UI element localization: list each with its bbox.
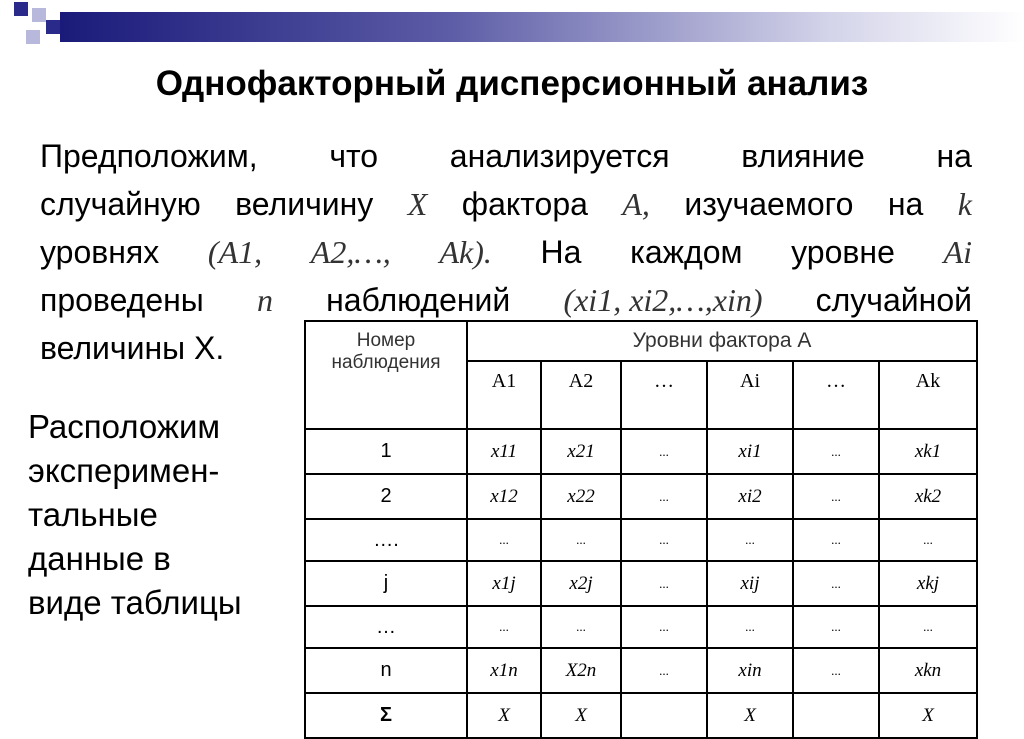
side-note-line: Расположим xyxy=(28,408,221,445)
table-cell: xij xyxy=(707,561,793,606)
header-observation-number: Номер наблюдения xyxy=(305,321,467,429)
table-cell: x1j xyxy=(467,561,541,606)
level-col-header: Ai xyxy=(707,361,793,429)
table-cell: xkn xyxy=(879,648,977,693)
table-cell: x1n xyxy=(467,648,541,693)
decor-square xyxy=(26,30,40,44)
variable-x: X xyxy=(407,186,428,222)
table-cell: ... xyxy=(541,519,621,561)
paragraph-line xyxy=(40,132,972,180)
table-row xyxy=(305,606,977,648)
side-note-line: виде таблицы xyxy=(28,584,242,621)
formula: Ak). xyxy=(439,234,492,270)
table-cell: xi1 xyxy=(707,429,793,474)
word: каждом xyxy=(630,234,743,270)
table-cell: ... xyxy=(793,519,879,561)
word: случайной xyxy=(815,282,972,318)
side-note-line: тальные xyxy=(28,496,158,533)
table-cell: ... xyxy=(793,561,879,606)
table-cell: ... xyxy=(467,519,541,561)
table-cell: ... xyxy=(707,519,793,561)
formula: (xi1, xi2,…,xin) xyxy=(563,282,763,318)
row-label: 2 xyxy=(305,474,467,519)
table-cell: xk1 xyxy=(879,429,977,474)
table-cell: ... xyxy=(621,519,707,561)
header-factor-levels: Уровни фактора А xyxy=(467,321,977,361)
table-cell xyxy=(793,693,879,738)
table-cell: ... xyxy=(793,606,879,648)
row-label: … xyxy=(305,606,467,648)
slide-title: Однофакторный дисперсионный анализ xyxy=(155,64,869,103)
side-note-line: эксперимен- xyxy=(28,452,220,489)
row-label: 1 xyxy=(305,429,467,474)
table-row xyxy=(305,474,977,519)
paragraph-line xyxy=(40,228,972,276)
side-note-line: данные в xyxy=(28,540,171,577)
observation-table xyxy=(304,320,978,739)
level-col-header: … xyxy=(793,361,879,429)
table-cell: ... xyxy=(879,606,977,648)
table-cell: x2j xyxy=(541,561,621,606)
table-cell: ... xyxy=(793,429,879,474)
word: наблюдений xyxy=(326,282,511,318)
table-row xyxy=(305,561,977,606)
formula: Ai xyxy=(943,234,972,270)
variable-a: A, xyxy=(622,186,650,222)
row-label: n xyxy=(305,648,467,693)
paragraph-line xyxy=(40,276,972,324)
word: фактора xyxy=(461,186,588,222)
word: уровнях xyxy=(40,234,160,270)
decor-square xyxy=(46,20,60,34)
table-row xyxy=(305,648,977,693)
word: что xyxy=(329,138,379,174)
table-cell: x21 xyxy=(541,429,621,474)
decor-square xyxy=(14,2,28,16)
word: уровне xyxy=(791,234,895,270)
paragraph-line xyxy=(40,180,972,228)
table-cell: ... xyxy=(793,474,879,519)
level-col-header: Ak xyxy=(879,361,977,429)
word: На xyxy=(540,234,582,270)
word: проведены xyxy=(40,282,204,318)
word: величину xyxy=(235,186,374,222)
word: случайную xyxy=(40,186,201,222)
side-note xyxy=(28,405,242,625)
level-col-header: … xyxy=(621,361,707,429)
word: влияние xyxy=(741,138,865,174)
decorative-header-bar xyxy=(0,0,1024,46)
table-cell: ... xyxy=(621,648,707,693)
level-col-header: A1 xyxy=(467,361,541,429)
table-cell: xkj xyxy=(879,561,977,606)
table-cell: x22 xyxy=(541,474,621,519)
table-cell: X2n xyxy=(541,648,621,693)
table-cell: ... xyxy=(621,561,707,606)
table-cell: ... xyxy=(793,648,879,693)
table-cell: ... xyxy=(621,429,707,474)
table-cell: xk2 xyxy=(879,474,977,519)
word: на xyxy=(887,186,924,222)
table-row xyxy=(305,429,977,474)
row-label: Σ xyxy=(305,693,467,738)
row-label: …. xyxy=(305,519,467,561)
word: Предположим, xyxy=(40,138,258,174)
word: анализируется xyxy=(449,138,670,174)
variable-n: n xyxy=(256,282,273,318)
table-cell: ... xyxy=(541,606,621,648)
word: изучаемого xyxy=(684,186,854,222)
table-cell: xin xyxy=(707,648,793,693)
table-row xyxy=(305,519,977,561)
table-cell: X xyxy=(541,693,621,738)
table-cell xyxy=(621,693,707,738)
table-cell: ... xyxy=(467,606,541,648)
row-label: j xyxy=(305,561,467,606)
table-cell: X xyxy=(467,693,541,738)
formula: (A1, xyxy=(207,234,263,270)
table-cell: X xyxy=(879,693,977,738)
formula: A2,…, xyxy=(310,234,391,270)
table-cell: x12 xyxy=(467,474,541,519)
table-cell: ... xyxy=(621,606,707,648)
decor-square xyxy=(32,8,46,22)
word: величины X. xyxy=(40,330,225,366)
word: на xyxy=(936,138,972,174)
gradient-band xyxy=(60,12,1024,42)
table-cell: ... xyxy=(879,519,977,561)
table-cell: xi2 xyxy=(707,474,793,519)
table-cell: ... xyxy=(621,474,707,519)
level-col-header: A2 xyxy=(541,361,621,429)
table-row-sum xyxy=(305,693,977,738)
table-cell: x11 xyxy=(467,429,541,474)
variable-k: k xyxy=(957,186,972,222)
table-cell: X xyxy=(707,693,793,738)
table-cell: ... xyxy=(707,606,793,648)
